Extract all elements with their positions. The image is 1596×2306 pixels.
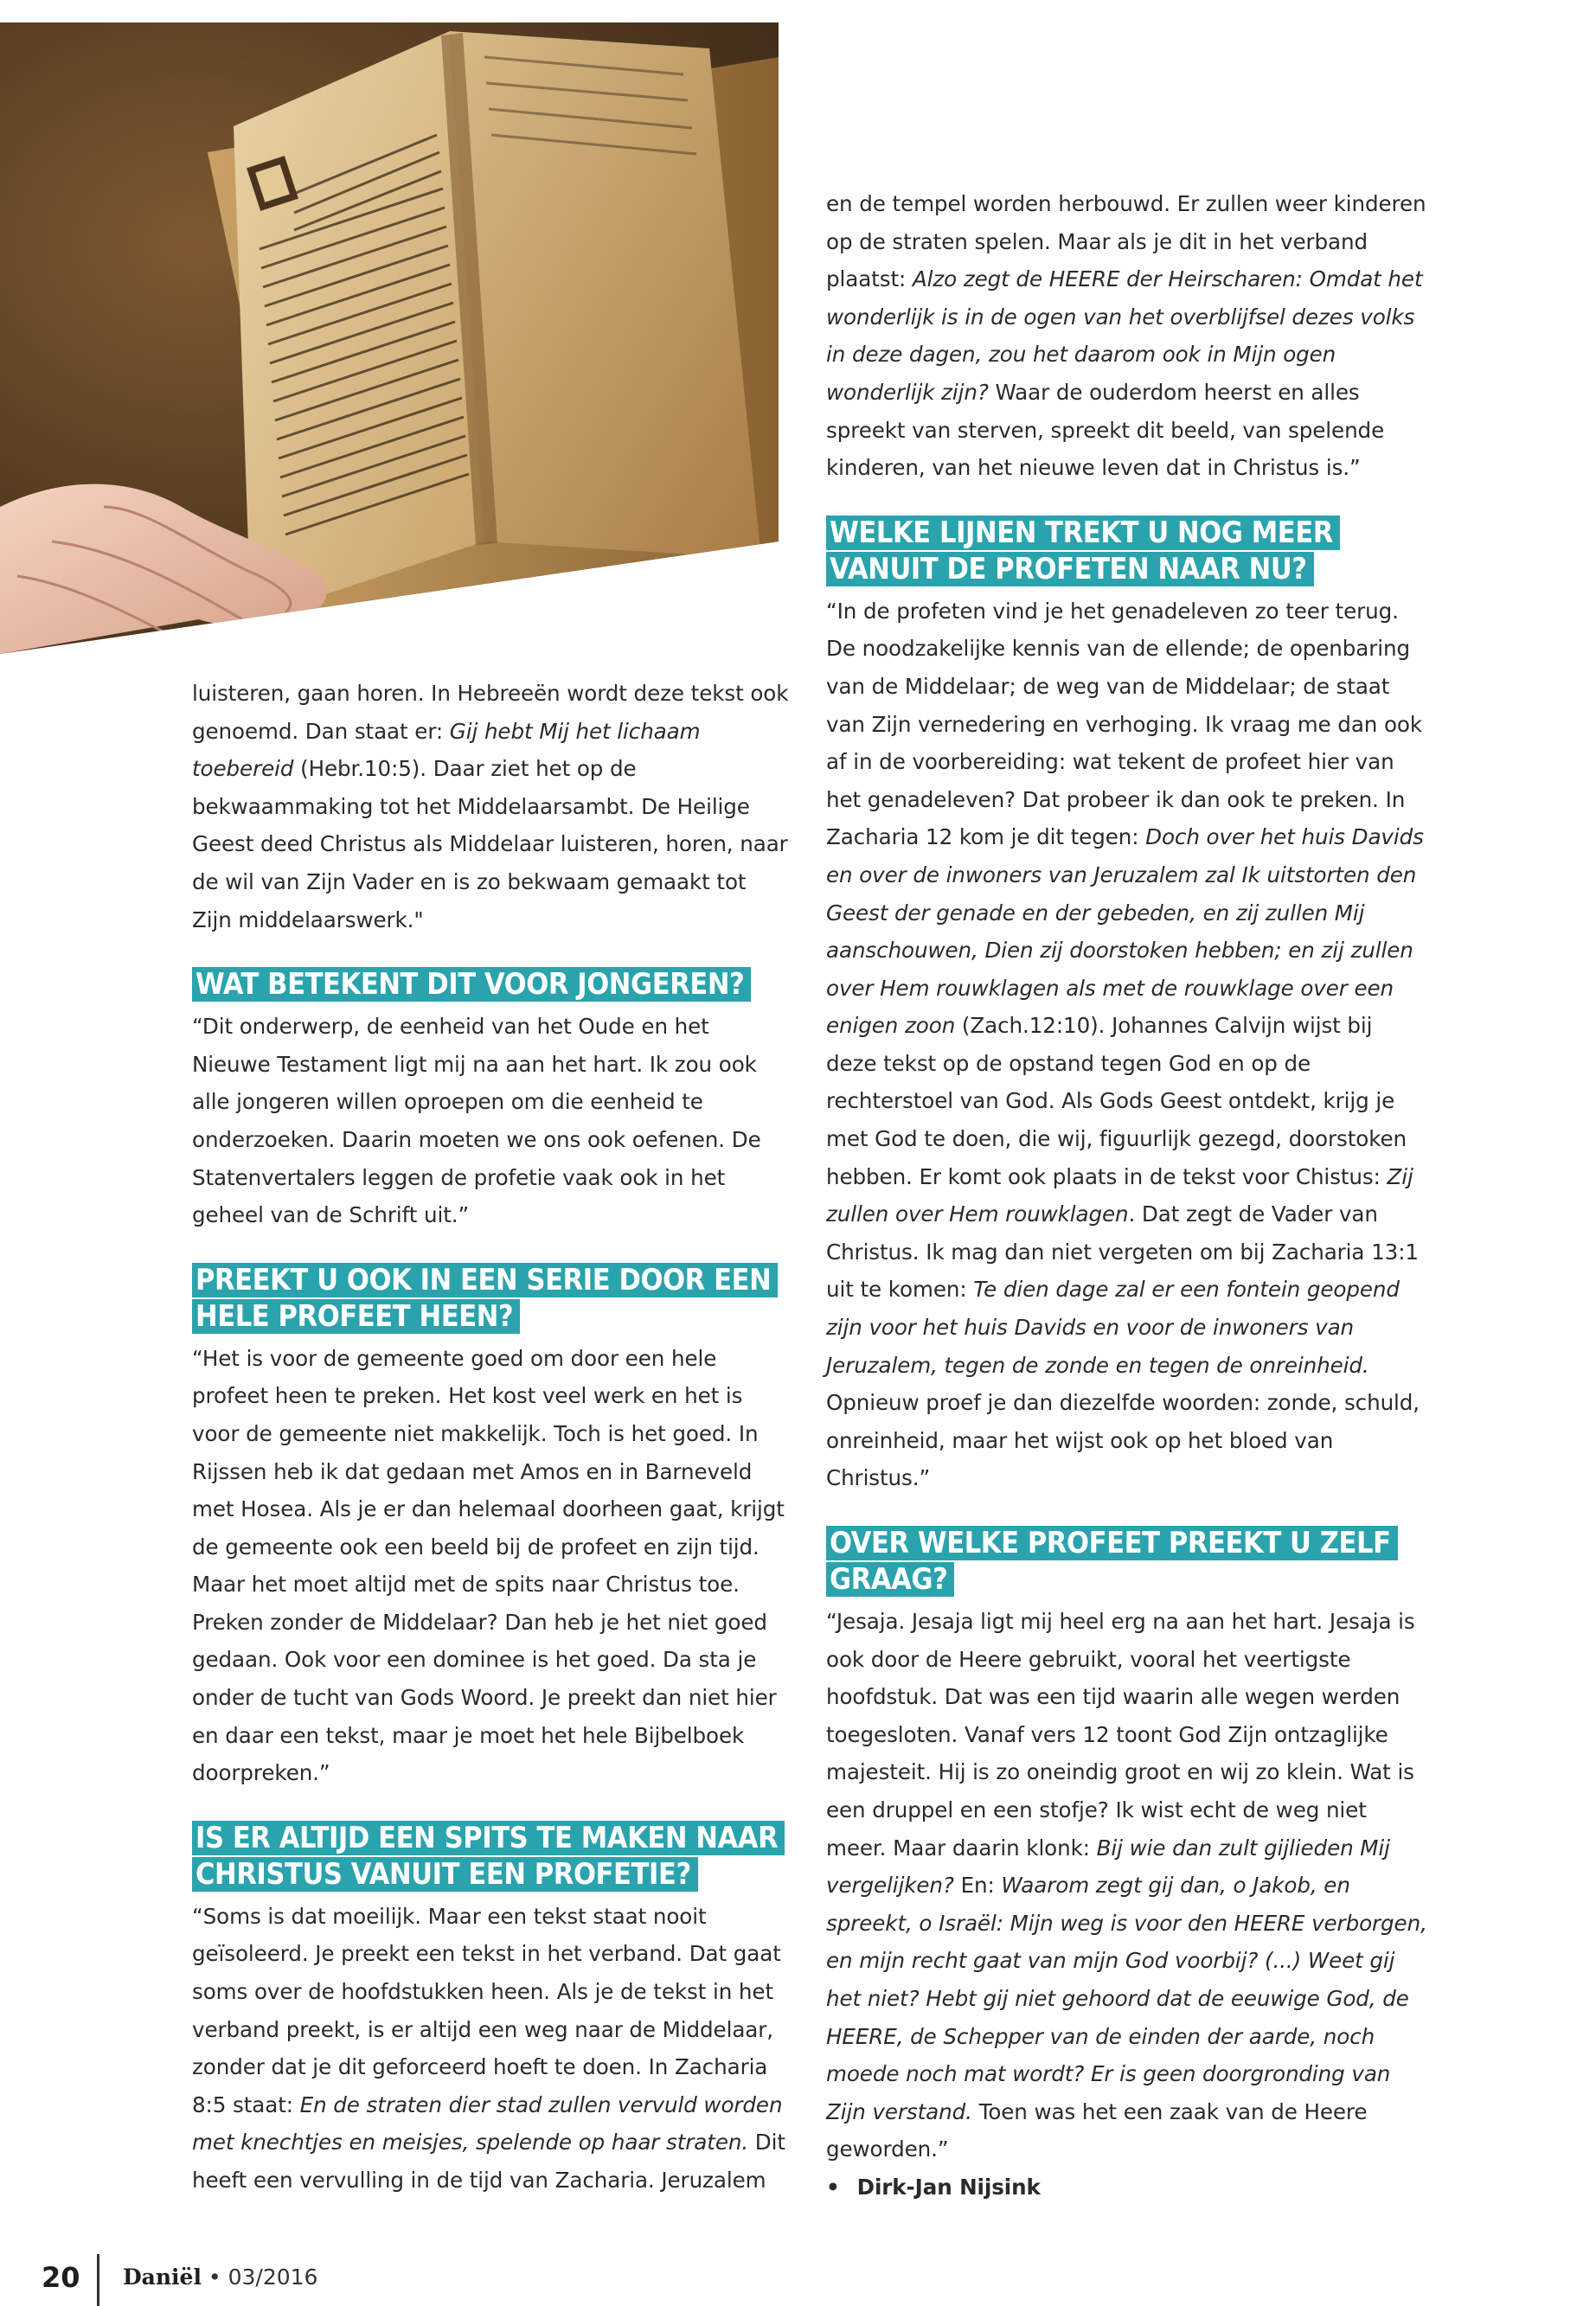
- bullet-icon: •: [826, 2174, 840, 2200]
- footer-divider: [97, 2254, 99, 2306]
- right-column: [826, 185, 1427, 2207]
- paragraph-continued: en de tempel worden herbouwd. Er zullen weer kinderen op de straten spelen. Maar als je dit in het verband plaatst: Alzo zegt de HEERE der Heirscharen: Omdat het wonderlijk is in de ogen van het overblijfsel dezes volks in deze dagen, zou het daarom ook in Mijn ogen wonderlijk zijn? Waar de ouderdom heerst en alles spreekt van sterven, spreekt dit beeld, van spelende kinderen, van het nieuwe leven dat in Christus is.”: [826, 191, 1426, 481]
- author-signature: [826, 2168, 1427, 2207]
- page-number: 20: [42, 2261, 80, 2294]
- heading-serie: PREEKT U OOK IN EEN SERIE DOOR EEN HELE PROFEET HEEN?: [192, 1262, 789, 1335]
- paragraph-spits: “Soms is dat moeilijk. Maar een tekst staat nooit geïsoleerd. Je preekt een tekst in het verband. Dat gaat soms over de hoofdstukken heen. Als je de tekst in het verband preekt, is er altijd een weg naar de Middelaar, zonder dat je dit geforceerd hoeft te doen. In Zacharia 8:5 staat: En de straten dier stad zullen vervuld worden met knechtjes en meisjes, spelende op haar straten. Dit heeft een vervulling in de tijd van Zacharia. Jeruzalem: [192, 1903, 785, 2193]
- magazine-title: Daniël: [123, 2264, 202, 2290]
- left-column: [192, 675, 789, 2200]
- magazine-info: Daniël • 03/2016: [123, 2264, 318, 2290]
- intro-paragraph: luisteren, gaan horen. In Hebreeën wordt deze tekst ook genoemd. Dan staat er: Gij hebt Mij het lichaam toebereid (Hebr.10:5). Daar ziet het op de bekwaammaking tot het Middelaarsambt. De Heilige Geest deed Christus als Middelaar luisteren, horen, naar de wil van Zijn Vader en is zo bekwaam gemaakt tot Zijn middelaarswerk.": [192, 681, 789, 932]
- heading-lijnen: WELKE LIJNEN TREKT U NOG MEER VANUIT DE PROFETEN NAAR NU?: [826, 515, 1427, 587]
- paragraph-jongeren: “Dit onderwerp, de eenheid van het Oude en het Nieuwe Testament ligt mij na aan het hart. Ik zou ook alle jongeren willen oproepen om die eenheid te onderzoeken. Daarin moeten we ons ook oefenen. De Statenvertalers leggen de profetie vaak ook in het geheel van de Schrift uit.”: [192, 1014, 761, 1228]
- paragraph-jesaja: “Jesaja. Jesaja ligt mij heel erg na aan het hart. Jesaja is ook door de Heere gebruikt, vooral het veertigste hoofdstuk. Dat was een tijd waarin alle wegen werden toegesloten. Vanaf vers 12 toont God Zijn ontzaglijke majesteit. Hij is zo oneindig groot en wij zo klein. Wat is een druppel en een stofje? Ik wist echt de weg niet meer. Maar daarin klonk: Bij wie dan zult gijlieden Mij vergelijken? En: Waarom zegt gij dan, o Jakob, en spreekt, o Israël: Mijn weg is voor den HEERE verborgen, en mijn recht gaat van mijn God voorbij? (...) Weet gij het niet? Hebt gij niet gehoord dat de eeuwige God, de HEERE, de Schepper van de einden der aarde, noch moede noch mat wordt? Er is geen doorgronding van Zijn verstand. Toen was het een zaak van de Heere geworden.”: [826, 1609, 1427, 2162]
- open-bible-photo: [0, 22, 779, 654]
- author-name: Dirk-Jan Nijsink: [856, 2174, 1041, 2200]
- heading-favoriete-profeet: OVER WELKE PROFEET PREEKT U ZELF GRAAG?: [826, 1525, 1427, 1598]
- paragraph-lijnen: “In de profeten vind je het genadeleven zo teer terug. De noodzakelijke kennis van de ellende; de openbaring van de Middelaar; de weg van de Middelaar; de staat van Zijn vernedering en verhoging. Ik vraag me dan ook af in de voorbereiding: wat tekent de profeet hier van het genadeleven? Dat probeer ik dan ook te preken. In Zacharia 12 kom je dit tegen: Doch over het huis Davids en over de inwoners van Jeruzalem zal Ik uitstorten den Geest der genade en der gebeden, en zij zullen Mij aanschouwen, Dien zij doorstoken hebben; en zij zullen over Hem rouwklagen als met de rouwklage over een enigen zoon (Zach.12:10). Johannes Calvijn wijst bij deze tekst op de opstand tegen God en op de rechterstoel van God. Als Gods Geest ontdekt, krijg je met God te doen, die wij, figuurlijk gezegd, doorstoken hebben. Er komt ook plaats in de tekst voor Chistus: Zij zullen over Hem rouwklagen. Dat zegt de Vader van Christus. Ik mag dan niet vergeten om bij Zacharia 13:1 uit te komen: Te dien dage zal er een fontein geopend zijn voor het huis Davids en voor de inwoners van Jeruzalem, tegen de zonde en tegen de onreinheid. Opnieuw proef je dan diezelfde woorden: zonde, schuld, onreinheid, maar het wijst ook op het bloed van Christus.”: [826, 598, 1424, 1491]
- page-footer: [0, 2254, 519, 2297]
- heading-spits: IS ER ALTIJD EEN SPITS TE MAKEN NAAR CHRISTUS VANUIT EEN PROFETIE?: [192, 1820, 789, 1893]
- paragraph-serie: “Het is voor de gemeente goed om door een hele profeet heen te preken. Het kost veel werk en het is voor de gemeente niet makkelijk. Toch is het goed. In Rijssen heb ik dat gedaan met Amos en in Barneveld met Hosea. Als je er dan helemaal doorheen gaat, krijgt de gemeente ook een beeld bij de profeet en zijn tijd. Maar het moet altijd met de spits naar Christus toe. Preken zonder de Middelaar? Dan heb je het niet goed gedaan. Ook voor een dominee is het goed. Da sta je onder de tucht van Gods Woord. Je preekt dan niet hier en daar een tekst, maar je moet het hele Bijbelboek doorpreken.”: [192, 1345, 785, 1786]
- heading-jongeren: WAT BETEKENT DIT VOOR JONGEREN?: [192, 966, 789, 1002]
- issue-number: 03/2016: [228, 2264, 318, 2290]
